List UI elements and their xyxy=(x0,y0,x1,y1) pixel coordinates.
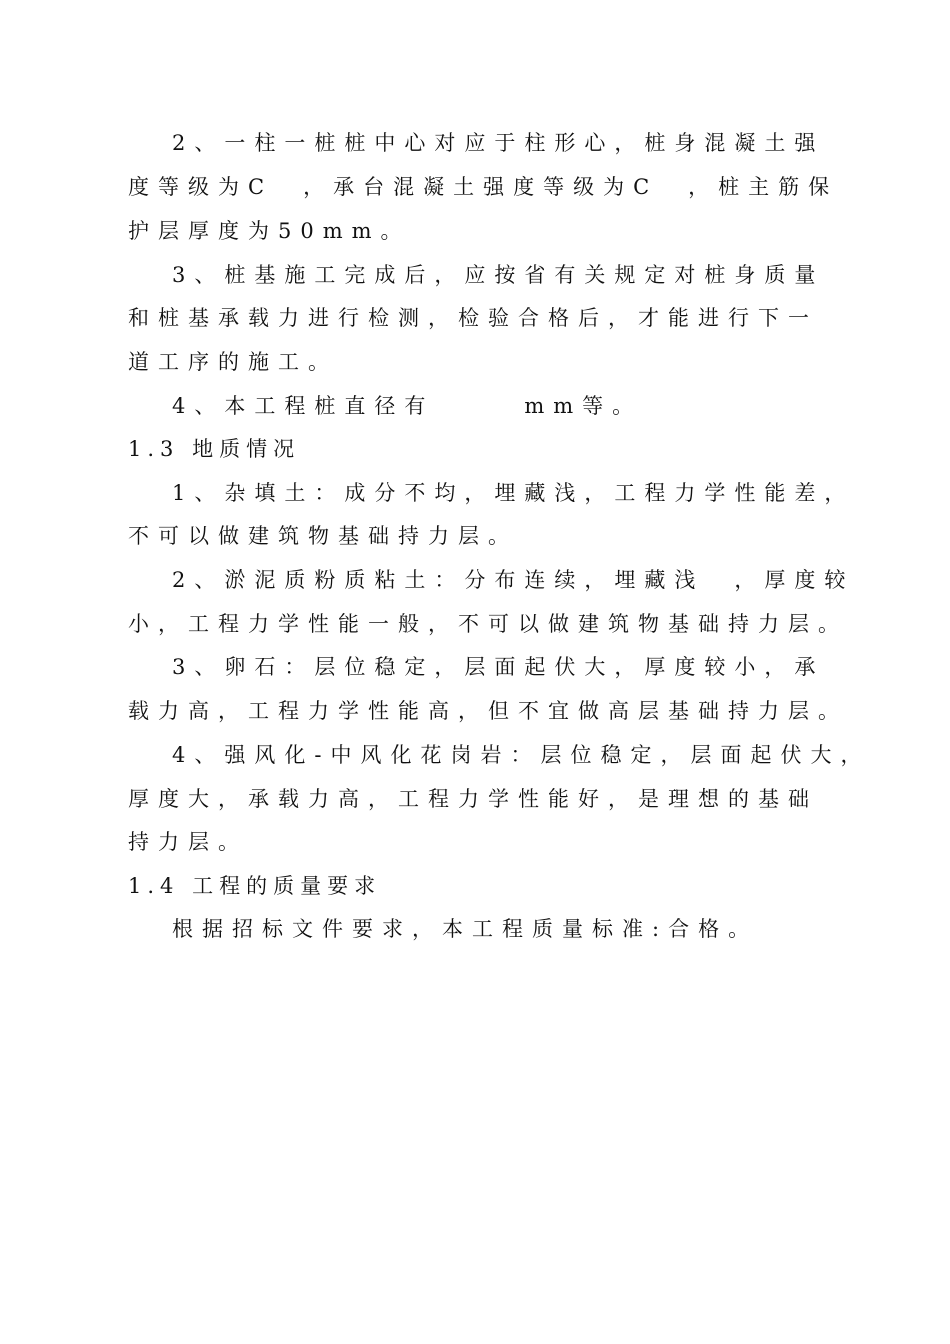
geology-item-1-line-2: 不可以做建筑物基础持力层。 xyxy=(128,524,518,548)
pile-item-2-line-1: 2、一柱一桩桩中心对应于柱形心，桩身混凝土强 xyxy=(172,131,825,155)
quality-requirement-line: 根据招标文件要求，本工程质量标准:合格。 xyxy=(172,917,759,941)
pile-item-2-line-3: 护层厚度为50mm。 xyxy=(128,219,411,243)
geology-item-3-line-2: 载力高，工程力学性能高，但不宜做高层基础持力层。 xyxy=(128,699,848,723)
pile-item-2-line-2: 度等级为C ，承台混凝土强度等级为C ，桩主筋保 xyxy=(128,175,839,199)
geology-item-4-line-1: 4、强风化-中风化花岗岩：层位稳定，层面起伏大， xyxy=(172,743,871,767)
geology-item-2-line-2: 小，工程力学性能一般，不可以做建筑物基础持力层。 xyxy=(128,612,848,636)
section-heading-1-4: 1.4 工程的质量要求 xyxy=(128,874,382,898)
geology-item-2-line-1: 2、淤泥质粉质粘土：分布连续，埋藏浅 ，厚度较 xyxy=(172,568,855,592)
geology-item-1-line-1: 1、杂填土：成分不均，埋藏浅，工程力学性能差， xyxy=(172,481,855,505)
section-heading-1-3: 1.3 地质情况 xyxy=(128,437,301,461)
pile-item-3-line-1: 3、桩基施工完成后，应按省有关规定对桩身质量 xyxy=(172,263,825,287)
geology-item-4-line-2: 厚度大，承载力高，工程力学性能好，是理想的基础 xyxy=(128,787,818,811)
pile-item-4-line-1: 4、本工程桩直径有 mm等。 xyxy=(172,394,643,418)
geology-item-3-line-1: 3、卵石：层位稳定，层面起伏大，厚度较小，承 xyxy=(172,655,825,679)
pile-item-3-line-2: 和桩基承载力进行检测，检验合格后，才能进行下一 xyxy=(128,306,818,330)
geology-item-4-line-3: 持力层。 xyxy=(128,830,248,854)
pile-item-3-line-3: 道工序的施工。 xyxy=(128,350,338,374)
